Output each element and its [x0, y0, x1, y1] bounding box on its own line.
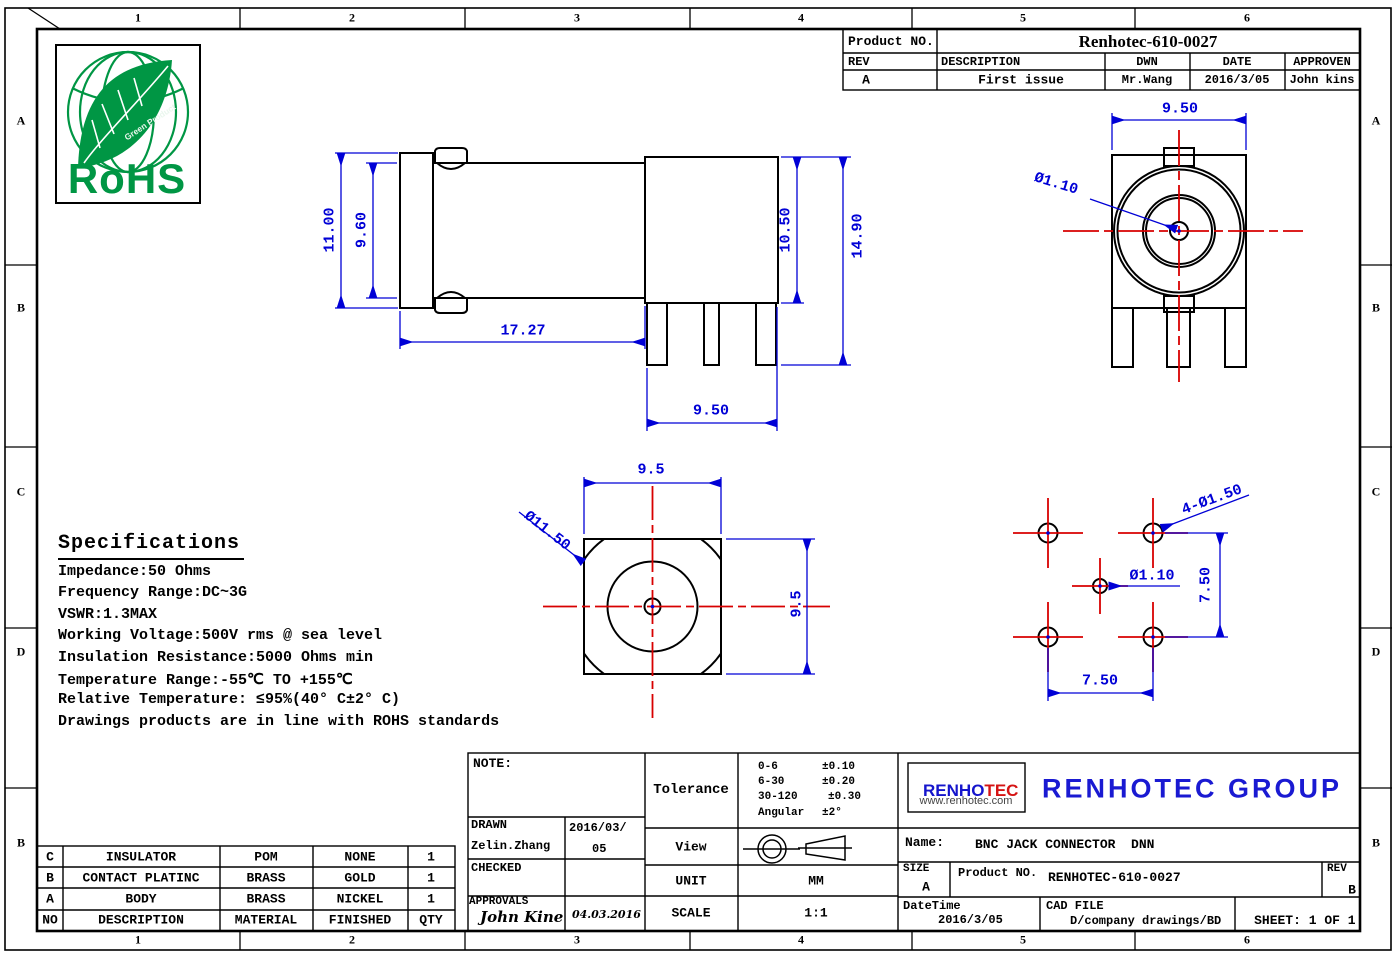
sheet-frame — [5, 8, 1392, 950]
dim-footprint-pitch-h: 7.50 — [1081, 672, 1119, 690]
drawn-name: Zelin.Zhang — [471, 839, 551, 853]
cad-file-label: CAD FILE — [1046, 899, 1104, 913]
tolerance-range: Angular — [758, 807, 805, 819]
size-value: A — [922, 879, 930, 895]
approvals-signature: John Kine — [480, 908, 564, 926]
rev-value: B — [1348, 882, 1356, 898]
sheet-info — [1238, 901, 1355, 927]
zone-letter-left-c: C — [16, 484, 26, 499]
view-label: View — [675, 839, 707, 855]
zone-letter-right-d: D — [1371, 644, 1381, 659]
zone-letter-left-d: D — [16, 644, 26, 659]
revision-row-dwn: Mr.Wang — [1121, 73, 1173, 87]
name-label: Name: — [905, 835, 945, 850]
zone-number-bottom-3: 3 — [574, 932, 580, 947]
parts-cell: INSULATOR — [105, 849, 177, 865]
dim-flange-circle-dia: Ø11.50 — [520, 507, 574, 555]
parts-cell: FINISHED — [328, 912, 392, 928]
specifications-list — [58, 563, 499, 734]
parts-cell: MATERIAL — [234, 912, 298, 928]
parts-cell: BRASS — [246, 870, 286, 886]
zone-letter-left-a: A — [16, 113, 26, 128]
revision-row-date: 2016/3/05 — [1204, 73, 1270, 87]
datetime-value: 2016/3/05 — [938, 913, 1003, 927]
zone-letter-right-c: C — [1371, 484, 1381, 499]
logo-text-blue: RENHO — [923, 781, 985, 800]
parts-cell: POM — [254, 849, 278, 865]
specifications-title: Specifications — [58, 532, 244, 560]
tolerance-range: 0-6 — [758, 761, 778, 773]
zone-number-bottom-5: 5 — [1020, 932, 1026, 947]
parts-cell: NO — [42, 912, 58, 928]
sheet-value: 1 OF 1 — [1308, 913, 1356, 928]
parts-cell: QTY — [419, 912, 443, 928]
zone-letter-left-b: B — [16, 300, 26, 315]
logo-url: www.renhotec.com — [919, 795, 1013, 807]
flange-view-dimensions — [519, 477, 815, 674]
dim-side-length: 17.27 — [500, 322, 546, 340]
dim-flange-height: 9.5 — [788, 590, 806, 618]
dim-side-body-height: 10.50 — [777, 207, 795, 253]
revision-header-date: DATE — [1222, 55, 1252, 69]
zone-number-bottom-6: 6 — [1244, 932, 1250, 947]
parts-cell: 1 — [427, 849, 435, 865]
projection-view-symbol — [743, 835, 852, 863]
parts-cell: NONE — [344, 849, 376, 865]
logo-text-red: TEC — [984, 781, 1019, 800]
scale-value: 1:1 — [804, 905, 828, 921]
rohs-brand-text: RoHS — [67, 155, 187, 202]
note-label: NOTE: — [473, 756, 513, 771]
scale-label: SCALE — [671, 905, 711, 921]
flange-view-centerlines — [543, 486, 830, 718]
rev-label: REV — [1327, 863, 1347, 875]
approvals-label: APPROVALS — [469, 896, 529, 908]
drawn-label: DRAWN — [471, 818, 508, 832]
zone-number-bottom-1: 1 — [135, 932, 141, 947]
revision-product-label: Product NO. — [848, 34, 934, 49]
dim-side-height-inner: 9.60 — [353, 211, 371, 249]
tolerance-range: 6-30 — [758, 776, 785, 788]
zone-number-top-6: 6 — [1244, 10, 1250, 25]
zone-letter-right-e: B — [1371, 835, 1381, 850]
spec-line: Relative Temperature: ≤95%(40° C±2° C) — [58, 691, 401, 709]
zone-letter-right-a: A — [1371, 113, 1381, 128]
zone-number-bottom-2: 2 — [349, 932, 355, 947]
zone-number-top-3: 3 — [574, 10, 580, 25]
side-view-dimensions — [335, 153, 851, 431]
revision-header-dwn: DWN — [1136, 55, 1158, 69]
tolerance-value: ±2° — [822, 807, 842, 819]
spec-line: VSWR:1.3MAX — [58, 605, 158, 623]
side-view — [400, 148, 778, 365]
revision-row-approven: John kins — [1289, 73, 1355, 87]
parts-cell: A — [46, 891, 54, 907]
zone-letter-left-e: B — [16, 835, 26, 850]
dim-side-total-height: 14.90 — [849, 213, 867, 259]
parts-cell: BRASS — [246, 891, 286, 907]
drawn-date-line2: 05 — [592, 842, 607, 856]
parts-cell: B — [46, 870, 54, 886]
parts-cell: 1 — [427, 891, 435, 907]
spec-line: Temperature Range:-55℃ TO +155℃ — [58, 671, 353, 689]
name-value: BNC JACK CONNECTOR DNN — [975, 837, 1155, 852]
revision-header-rev: REV — [848, 55, 870, 69]
parts-cell: NICKEL — [336, 891, 384, 907]
parts-cell: BODY — [125, 891, 157, 907]
dim-front-pin-dia: Ø1.10 — [1031, 169, 1081, 199]
rohs-leaf-text: Green Product — [122, 101, 178, 143]
tolerance-value: ±0.30 — [828, 791, 862, 803]
dim-front-width: 9.50 — [1161, 100, 1199, 118]
dim-side-body-width: 9.50 — [692, 402, 730, 420]
revision-row-rev: A — [862, 72, 870, 88]
zone-number-top-4: 4 — [798, 10, 804, 25]
spec-line: Frequency Range:DC~3G — [58, 584, 248, 602]
spec-line: Impedance:50 Ohms — [58, 563, 212, 580]
unit-value: MM — [808, 873, 824, 889]
size-label: SIZE — [903, 863, 930, 875]
revision-header-approven: APPROVEN — [1293, 55, 1351, 69]
datetime-label: DateTime — [903, 899, 961, 913]
parts-cell: DESCRIPTION — [98, 912, 184, 928]
tolerance-value: ±0.20 — [822, 776, 856, 788]
tolerance-range: 30-120 — [758, 791, 798, 803]
spec-line: Drawings products are in line with ROHS standards — [58, 712, 500, 730]
spec-line: Working Voltage:500V rms @ sea level — [58, 627, 383, 645]
checked-label: CHECKED — [471, 861, 522, 875]
zone-number-top-1: 1 — [135, 10, 141, 25]
zone-number-bottom-4: 4 — [798, 932, 804, 947]
parts-cell: GOLD — [344, 870, 376, 886]
approvals-date: 04.03.2016 — [572, 908, 641, 921]
dim-footprint-pitch-v: 7.50 — [1197, 566, 1215, 604]
spec-line: Insulation Resistance:5000 Ohms min — [58, 648, 374, 666]
zone-number-top-5: 5 — [1020, 10, 1026, 25]
cad-file-value: D/company drawings/BD — [1070, 914, 1222, 928]
tolerance-label: Tolerance — [653, 782, 729, 798]
front-view-centerlines — [1063, 130, 1303, 382]
product-no-value: RENHOTEC-610-0027 — [1048, 870, 1181, 885]
product-no-label: Product NO. — [958, 866, 1038, 880]
company-group-name: RENHOTEC GROUP — [1041, 773, 1343, 804]
parts-cell: C — [46, 849, 54, 865]
front-view-dimensions — [1090, 113, 1246, 233]
dim-side-height-outer: 11.00 — [321, 207, 339, 253]
zone-letter-right-b: B — [1371, 300, 1381, 315]
zone-number-top-2: 2 — [349, 10, 355, 25]
revision-product-value: Renhotec-610-0027 — [1078, 32, 1218, 51]
dim-footprint-center-pin: Ø1.10 — [1129, 567, 1175, 585]
drawn-date-line1: 2016/03/ — [569, 821, 627, 835]
parts-cell: 1 — [427, 870, 435, 886]
dim-footprint-holes: 4-Ø1.50 — [1179, 481, 1245, 519]
tolerance-value: ±0.10 — [822, 761, 856, 773]
dim-flange-width: 9.5 — [637, 461, 665, 479]
sheet-label: SHEET: — [1254, 913, 1301, 928]
revision-row-description: First issue — [978, 72, 1064, 88]
unit-label: UNIT — [675, 873, 707, 889]
revision-header-description: DESCRIPTION — [941, 55, 1021, 69]
parts-cell: CONTACT PLATINC — [82, 870, 200, 886]
